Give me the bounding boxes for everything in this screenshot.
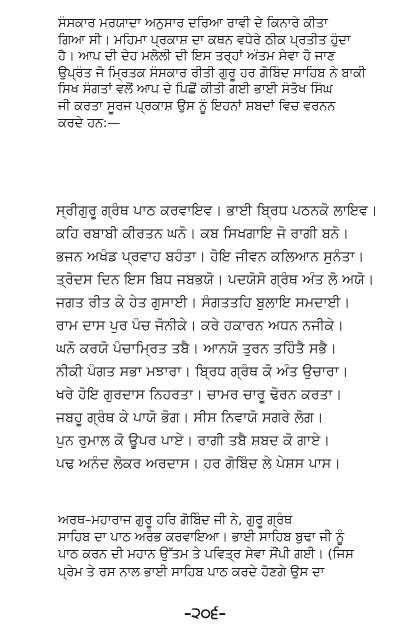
text-line: ਅਰਥ–ਮਹਾਰਾਜ ਗੁਰੂ ਹਰਿ ਗੋਬਿੰਦ ਜੀ ਨੇ, ਗੁਰੂ ਗ੍ਰੰਥ xyxy=(58,513,293,528)
page-number: –੨੦੬– xyxy=(183,604,227,622)
intro-paragraph xyxy=(58,16,388,132)
text-line: ਜੀ ਕਰਤਾ ਸੂਰਜ ਪ੍ਰਕਾਸ਼ ਉਸ ਨੂੰ ਇਹਨਾਂ ਸ਼ਬਦਾਂ ਵਿਚ ਵਰਨਨ xyxy=(58,98,336,114)
verse-line: ਜਬਹੂ ਗ੍ਰੰਥ ਕੇ ਪਾਯੋ ਭੋਗ। ਸੀਸ ਨਿਵਾਯੋ ਸਗਰੇ ਲੋਗ। xyxy=(56,410,324,426)
verse-line: ਰਾਮ ਦਾਸ ਪੁਰ ਪੰਚ ਜੋਨੀਕੇ। ਕਰੇ ਹਕਾਰਨ ਅਧਨ ਨਜੀਕੇ। xyxy=(56,318,344,334)
verse-line: ਭਜਨ ਅਖੰਡ ਪ੍ਰਵਾਹ ਬਹੰਤਾ। ਹੋਇ ਜੀਵਨ ਕਲਿਆਨ ਸੁਨੰਤਾ। xyxy=(56,249,365,265)
meaning-paragraph xyxy=(58,512,388,581)
verse-line: ਖਰੇ ਹੋਇ ਗੁਰਦਾਸ ਨਿਹਰਤਾ। ਚਾਮਰ ਚਾਰੂ ਢੋਰਨ ਕਰਤਾ। xyxy=(56,387,342,403)
verse-block xyxy=(56,200,390,476)
text-line: ਸਿਖ ਸੰਗਤਾਂ ਵਲੋਂ ਆਪ ਦੇ ਪਿਛੋਂ ਕੀਤੀ ਗਈ ਭਾਈ ਸੰਤੋਖ ਸਿੰਘ xyxy=(58,82,333,98)
text-line: ਪਾਠ ਕਰਨ ਦੀ ਮਹਾਨ ਉੱਤਮ ਤੇ ਪਵਿਤ੍ਰ ਸੇਵਾ ਸੌਂਪੀ ਗਈ। (ਜਿਸ xyxy=(58,547,354,563)
verse-line: ਕਹਿ ਰਬਾਬੀ ਕੀਰਤਨ ਘਨੋ। ਕਬ ਸਿਖਗਾਇ ਜੋ ਰਾਗੀ ਬਨੋ। xyxy=(56,226,349,242)
verse-line: ਸ੍ਰੀਗੁਰੂ ਗ੍ਰੰਥ ਪਾਠ ਕਰਵਾਇਵ। ਭਾਈ ਬ੍ਰਿਧ ਪਠਨਕੋ ਲਾਇਵ। xyxy=(56,203,378,219)
verse-line: ਘਨੋ ਕਰਯੋ ਪੰਚਾਮ੍ਰਿਤ ਤਬੈ। ਆਨਯੋ ਤੁਰਨ ਤਹਿੰਤੈ ਸਭੈ। xyxy=(56,341,337,357)
verse-line: ਜਗਤ ਰੀਤ ਕੇ ਹੇਤ ਗੁਸਾਈ। ਸੰਗਤਤਹਿ ਬੁਲਾਇ ਸਮਦਾਈ। xyxy=(56,295,351,311)
text-line: ਗਿਆ ਸੀ। ਮਹਿਮਾ ਪ੍ਰਕਾਸ਼ ਦਾ ਕਥਨ ਵਧੇਰੇ ਠੀਕ ਪ੍ਰਤੀਤ ਹੁੰਦਾ xyxy=(58,32,351,48)
text-line: ਸੰਸਕਾਰ ਮਰਯਾਦਾ ਅਨੁਸਾਰ ਦਰਿਆ ਰਾਵੀ ਦੇ ਕਿਨਾਰੇ ਕੀਤਾ xyxy=(58,16,328,31)
verse-line: ਤ੍ਰੋਦਸ ਦਿਨ ਇਸ ਬਿਧ ਜਬਭਯੋ। ਪਦਯੋਸੋ ਗ੍ਰੰਥ ਅੰਤ ਲੋ ਅਯੋ। xyxy=(56,272,375,288)
text-line: ਕਰਦੇ ਹਨ:— xyxy=(58,115,121,131)
text-line: ਪ੍ਰੇਮ ਤੇ ਰਸ ਨਾਲ ਭਾਈ ਸਾਹਿਬ ਪਾਠ ਕਰਦੇ ਹੋਣਗੇ ਉਸ ਦਾ xyxy=(58,564,325,580)
text-line: ਹੈ। ਆਪ ਦੀ ਦੇਹ ਮਲੋਲੀ ਦੀ ਇਸ ਤਰ੍ਹਾਂ ਅੰਤਮ ਸੇਵਾ ਹੋ ਜਾਣ xyxy=(58,49,336,65)
verse-line: ਪੁਨ ਰੁਮਾਲ ਕੋ ਊਪਰ ਪਾਏ। ਰਾਗੀ ਤਬੈ ਸ਼ਬਦ ਕੋ ਗਾਏ। xyxy=(56,433,330,449)
verse-line: ਨੀਕੀ ਪੰਗਤ ਸਭਾ ਮਝਾਰਾ। ਬ੍ਰਿਧ ਗ੍ਰੰਥ ਕੋ ਅੰਤ ਉਚਾਰਾ। xyxy=(56,364,349,380)
text-line: ਉਪ੍ਰੰਤ ਜੋ ਮ੍ਰਿਤਕ ਸੰਸਕਾਰ ਰੀਤੀ ਗੁਰੂ ਹਰ ਗੋਬਿੰਦ ਸਾਹਿਬ ਨੇ ਬਾਕੀ xyxy=(58,65,366,81)
verse-line: ਪਢ ਅਨੰਦ ਲੋਕਰ ਅਰਦਾਸ। ਹਰ ਗੋਬਿੰਦ ਲੇ ਪੇਸ਼ਸ ਪਾਸ। xyxy=(56,456,341,472)
text-line: ਸਾਹਿਬ ਦਾ ਪਾਠ ਅਰੰਭ ਕਰਵਾਇਆ। ਭਾਈ ਸਾਹਿਬ ਬੁਢਾ ਜੀ ਨੂੰ xyxy=(58,530,345,546)
